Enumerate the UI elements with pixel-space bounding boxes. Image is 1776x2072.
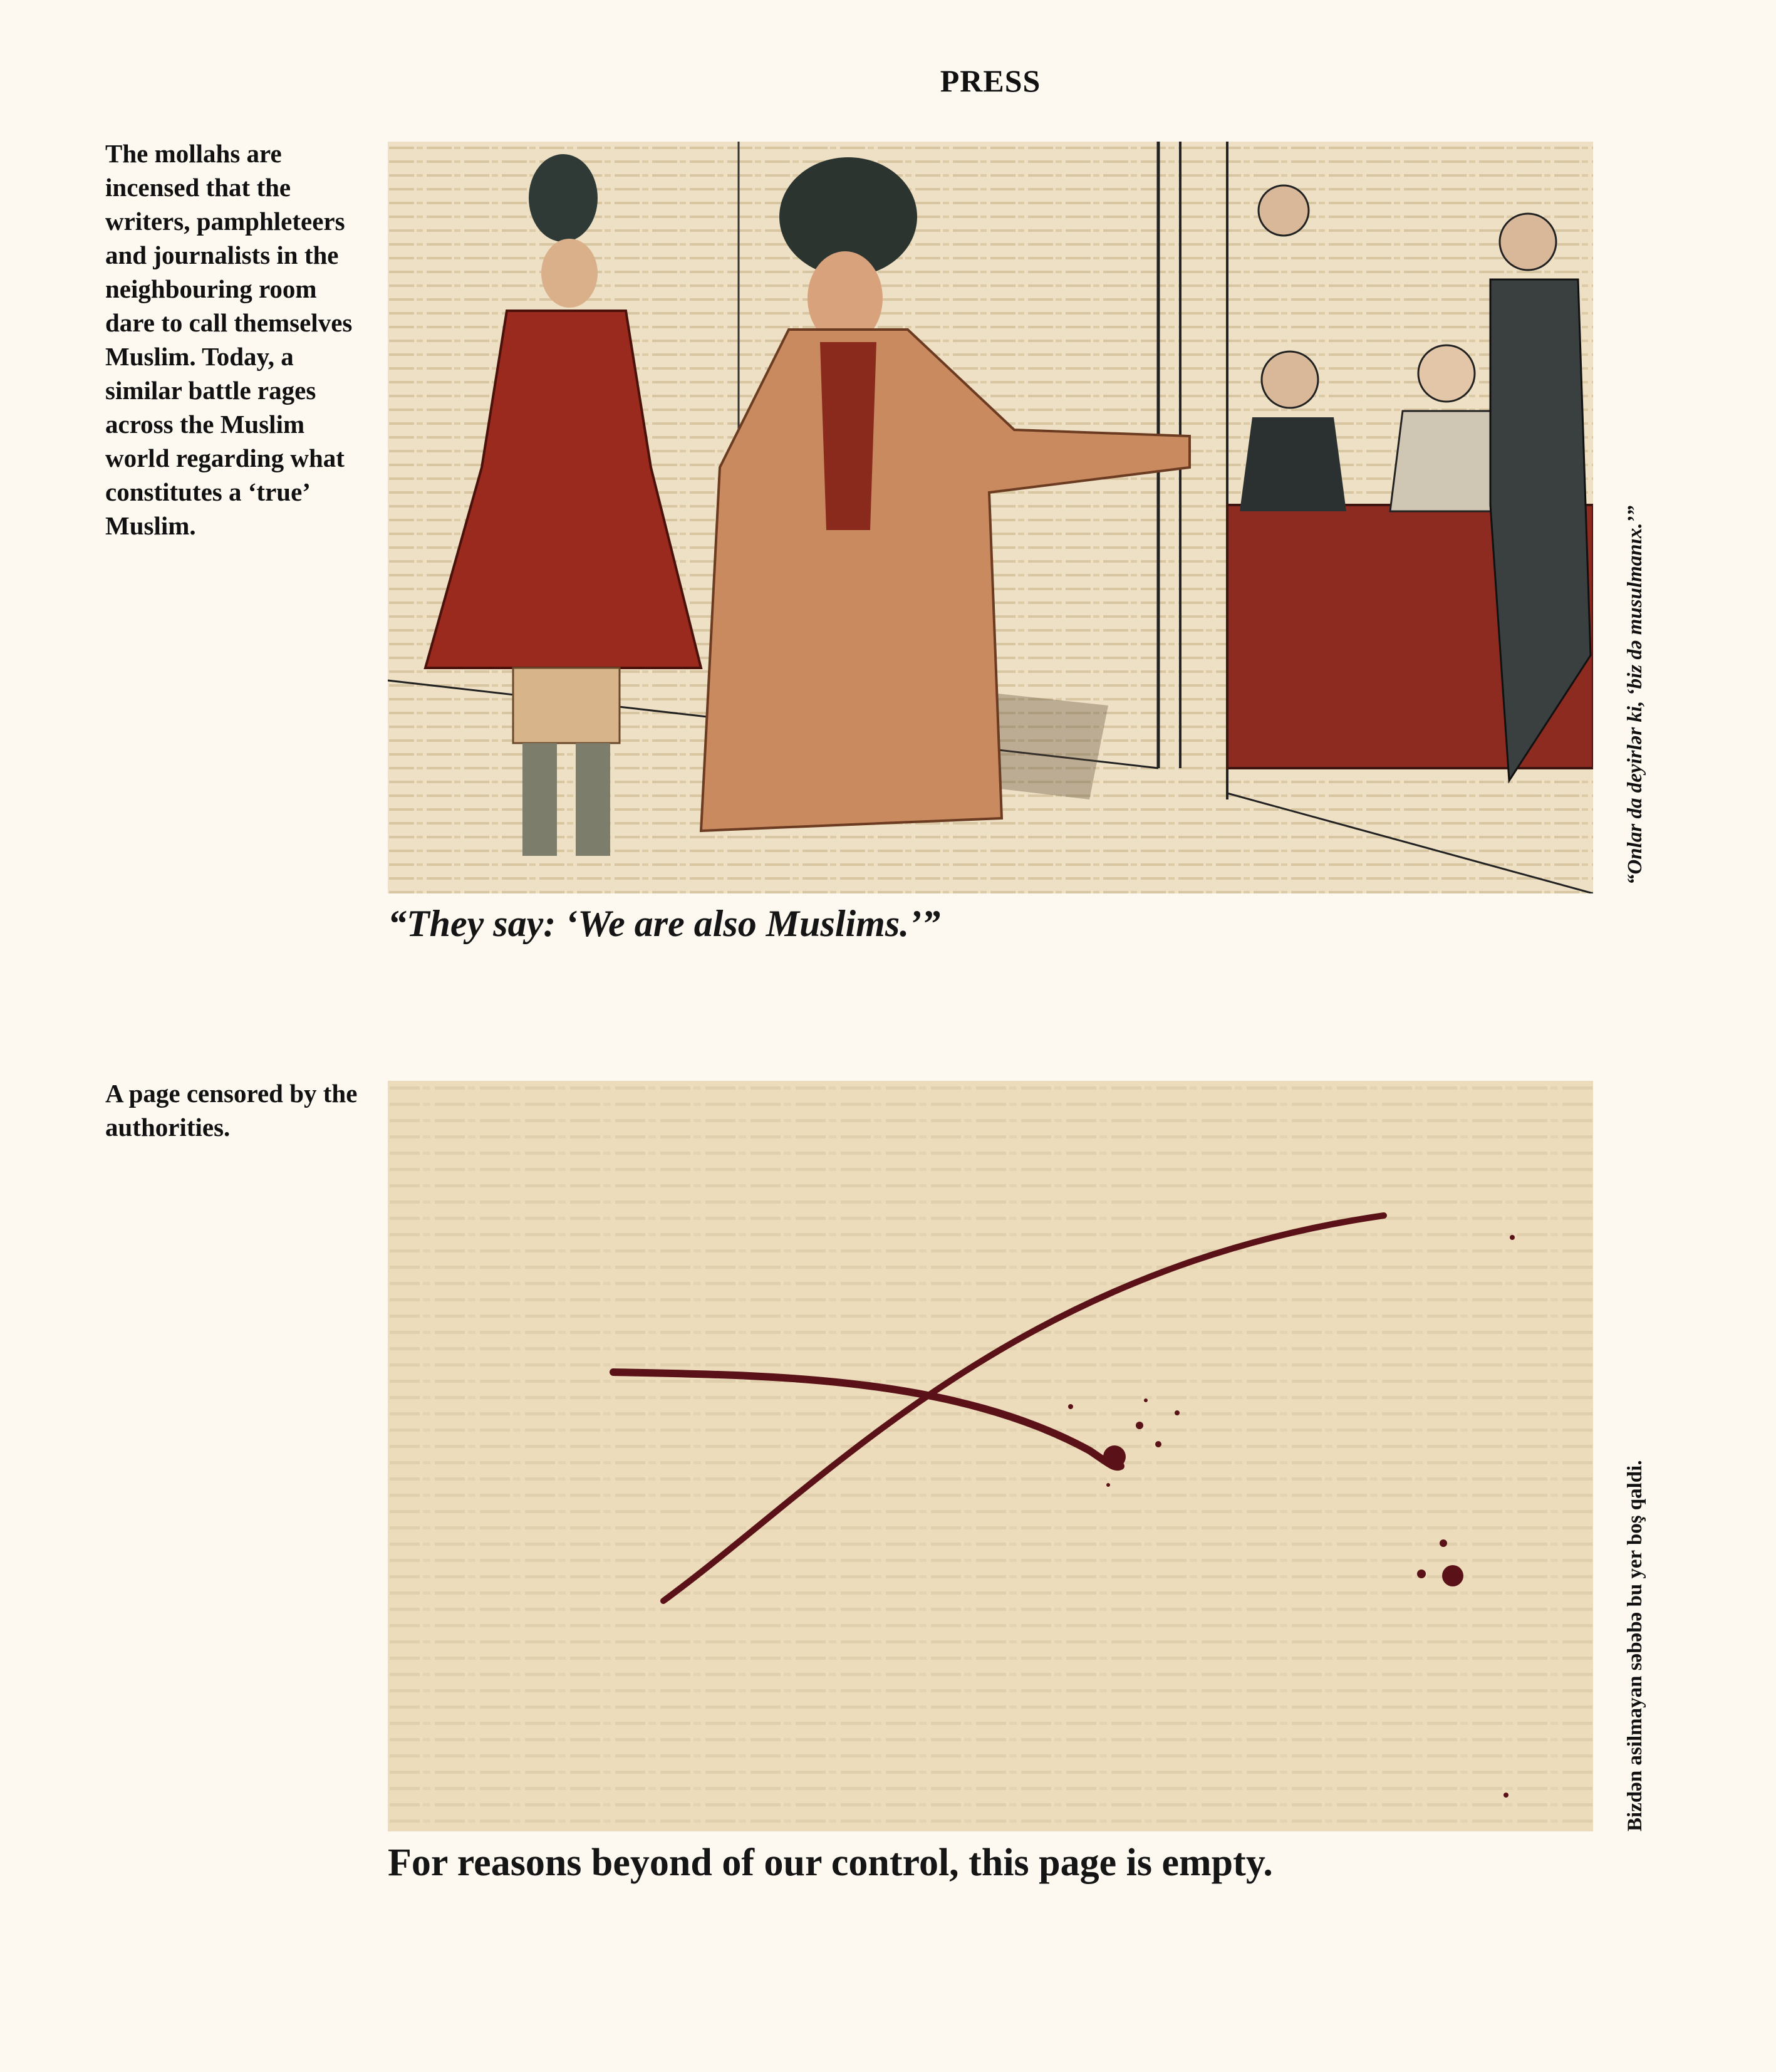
censored-page-image — [388, 1081, 1593, 1831]
figure-1-caption: “They say: ‘We are also Muslims.’” — [388, 903, 941, 944]
figure-1-note: The mollahs are incensed that the writers, pamphleteers and journalists in the neighbouring room dare to call themselves Muslim. Today, a similar battle rages across the Muslim world regarding what constitutes a ‘true’ Muslim. — [105, 139, 353, 540]
figure-1-original-caption: “Onlar da deyirlər ki, ‘biz də musulmanıx.’” — [1624, 505, 1646, 885]
figure-2-caption: For reasons beyond of our control, this page is empty. — [388, 1841, 1273, 1884]
cartoon-illustration — [388, 142, 1593, 893]
figure-2-original-caption: Bizdən asilmayan səbəbə bu yer boş qaldi. — [1624, 1460, 1646, 1831]
censored-page-illustration — [388, 1081, 1593, 1831]
section-header: PRESS — [940, 63, 1041, 98]
figure-2-note: A page censored by the authorities. — [105, 1079, 358, 1142]
cartoon-image — [388, 142, 1593, 893]
